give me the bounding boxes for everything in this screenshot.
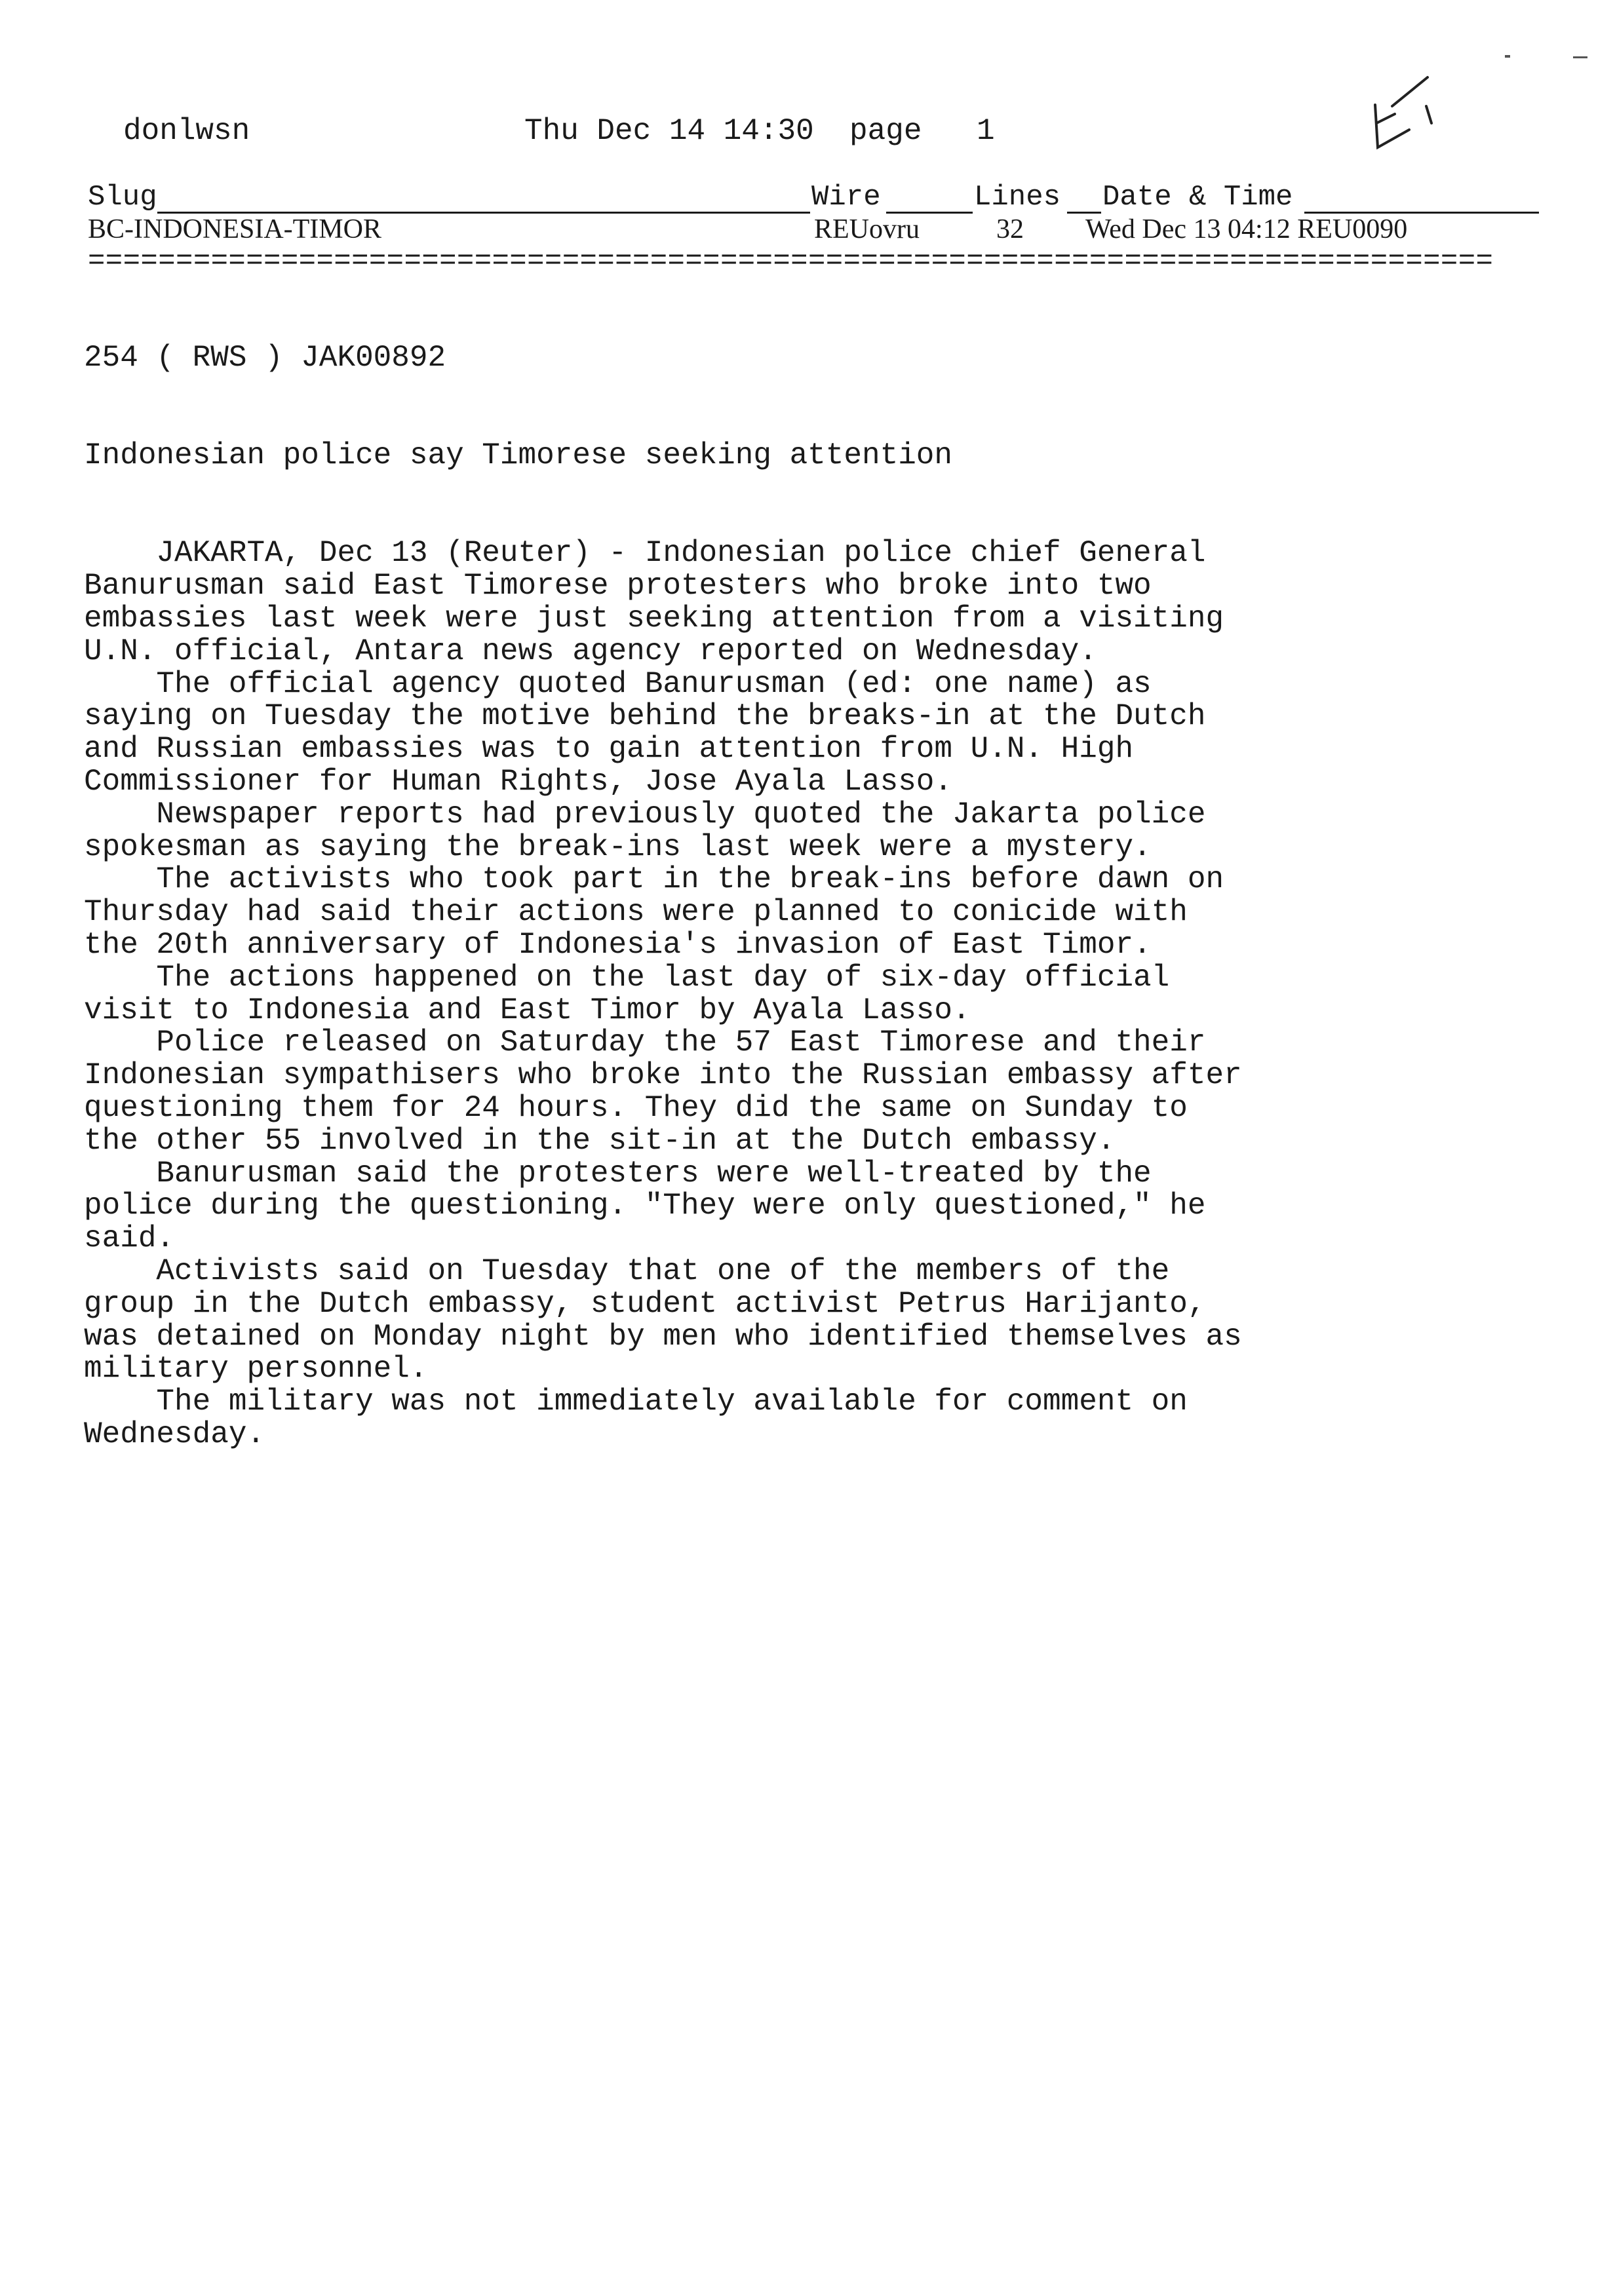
story-text-line: Wednesday. bbox=[84, 1417, 265, 1451]
story-text-line: The official agency quoted Banurusman (ed: one name) as bbox=[84, 666, 1152, 701]
story-text-line: the 20th anniversary of Indonesia's invasion of East Timor. bbox=[84, 927, 1152, 962]
story-text-line: spokesman as saying the break-ins last week were a mystery. bbox=[84, 830, 1152, 864]
story-body-lines bbox=[84, 537, 1526, 1451]
story-text-line: saying on Tuesday the motive behind the breaks-in at the Dutch bbox=[84, 699, 1206, 734]
story-text-line: Banurusman said East Timorese protesters who broke into two bbox=[84, 569, 1152, 603]
story-text-line: Commissioner for Human Rights, Jose Ayala Lasso. bbox=[84, 764, 953, 799]
story-body bbox=[84, 277, 1526, 1483]
story-id-line: 254 ( RWS ) JAK00892 bbox=[84, 340, 446, 375]
story-text-line: said. bbox=[84, 1221, 175, 1256]
lines-value: 32 bbox=[996, 214, 1024, 244]
header-user: donlwsn bbox=[123, 114, 250, 148]
story-headline: Indonesian police say Timorese seeking attention bbox=[84, 438, 953, 472]
datetime-label: Date & Time bbox=[1102, 181, 1293, 214]
lines-label: Lines bbox=[974, 181, 1061, 214]
story-text-line: group in the Dutch embassy, student activist Petrus Harijanto, bbox=[84, 1286, 1206, 1321]
story-text-line: Indonesian sympathisers who broke into the Russian embassy after bbox=[84, 1058, 1242, 1093]
story-text-line: Thursday had said their actions were planned to conicide with bbox=[84, 895, 1188, 930]
equals-separator: ================================================================================ bbox=[88, 245, 1494, 278]
story-text-line: Banurusman said the protesters were well-treated by the bbox=[84, 1156, 1152, 1191]
header-page-label: page bbox=[849, 114, 922, 148]
wire-label: Wire bbox=[811, 181, 881, 214]
header-page-number: 1 bbox=[977, 114, 995, 148]
story-text-line: U.N. official, Antara news agency reported on Wednesday. bbox=[84, 634, 1097, 668]
header-datetime: Thu Dec 14 14:30 bbox=[524, 114, 814, 148]
story-text-line: The actions happened on the last day of six-day official bbox=[84, 960, 1170, 995]
slug-value: BC-INDONESIA-TIMOR bbox=[88, 214, 381, 244]
story-text-line: embassies last week were just seeking attention from a visiting bbox=[84, 601, 1224, 636]
story-text-line: Activists said on Tuesday that one of the members of the bbox=[84, 1253, 1170, 1288]
story-text-line: Police released on Saturday the 57 East Timorese and their bbox=[84, 1025, 1206, 1060]
story-text-line: was detained on Monday night by men who identified themselves as bbox=[84, 1319, 1242, 1354]
story-text-line: The military was not immediately available for comment on bbox=[84, 1385, 1188, 1419]
story-text-line: Newspaper reports had previously quoted the Jakarta police bbox=[84, 797, 1206, 832]
scan-speck bbox=[1573, 56, 1587, 58]
handwritten-initials-mark bbox=[1363, 72, 1449, 157]
story-text-line: and Russian embassies was to gain attention from U.N. High bbox=[84, 732, 1134, 767]
story-text-line: visit to Indonesia and East Timor by Ayala Lasso. bbox=[84, 993, 971, 1027]
datetime-value: Wed Dec 13 04:12 REU0090 bbox=[1085, 214, 1408, 244]
story-text-line: questioning them for 24 hours. They did the same on Sunday to bbox=[84, 1090, 1188, 1125]
story-text-line: police during the questioning. "They were only questioned," he bbox=[84, 1189, 1206, 1223]
scan-speck bbox=[1505, 55, 1510, 58]
slug-label: Slug bbox=[88, 181, 157, 214]
story-text-line: the other 55 involved in the sit-in at the Dutch embassy. bbox=[84, 1123, 1116, 1158]
story-text-line: JAKARTA, Dec 13 (Reuter) - Indonesian police chief General bbox=[84, 536, 1206, 571]
wire-value: REUovru bbox=[814, 214, 920, 244]
story-text-line: The activists who took part in the break-ins before dawn on bbox=[84, 862, 1224, 897]
story-text-line: military personnel. bbox=[84, 1352, 428, 1387]
